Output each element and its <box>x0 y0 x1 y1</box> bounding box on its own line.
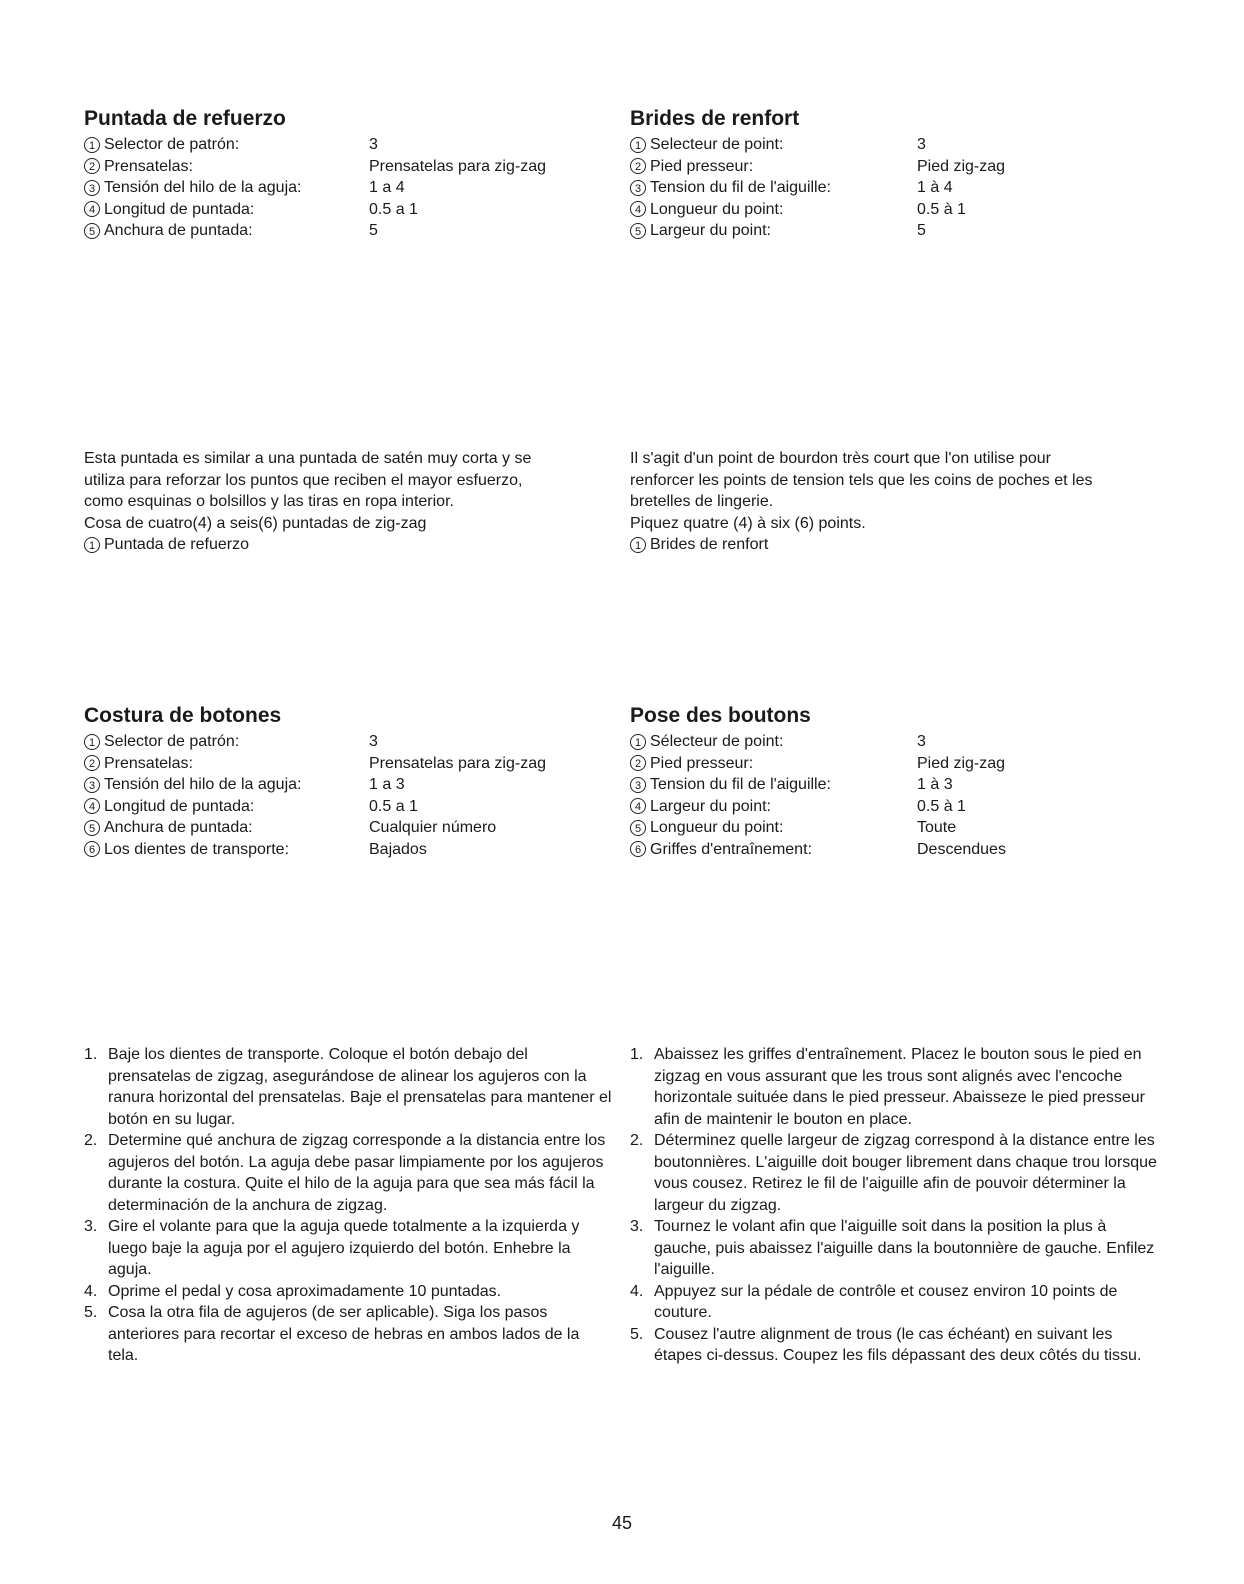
settings-row <box>630 199 1170 221</box>
settings-row <box>630 731 1170 753</box>
step-text: Cosa la otra fila de agujeros (de ser aplicable). Siga los pasos anteriores para recortar el exceso de hebras en ambos lados de la tela. <box>108 1304 580 1364</box>
step-text: Abaissez les griffes d'entraînement. Placez le bouton sous le pied en zigzag en vous assurant que les trous sont alignés avec l'encoche horizontale suituée dans le pied presseur. Abaisseze le pied presseur afin de maintenir le bouton en place. <box>654 1046 1145 1128</box>
circled-number: 2 <box>630 755 646 771</box>
setting-value: 0.5 à 1 <box>917 797 966 815</box>
circled-number: 1 <box>630 734 646 750</box>
setting-value: Toute <box>917 819 957 836</box>
circled-number: 4 <box>630 798 646 814</box>
setting-label: Pied presseur: <box>650 157 754 175</box>
instruction-step <box>630 1281 1160 1324</box>
circled-number: 4 <box>630 201 646 217</box>
setting-label: Prensatelas: <box>104 754 193 772</box>
circled-number: 5 <box>630 223 646 239</box>
circled-number: 1 <box>630 537 646 553</box>
instructions-list <box>630 1044 1160 1367</box>
paragraph-line: Esta puntada es similar a una puntada de satén muy corta y se <box>84 450 532 467</box>
circled-number: 6 <box>630 841 646 857</box>
settings-row <box>84 156 624 178</box>
paragraph-line: renforcer les points de tension tels que les coins de poches et les <box>630 471 1093 489</box>
instruction-step <box>630 1130 1160 1216</box>
settings-row <box>630 796 1170 818</box>
step-number: 2. <box>84 1132 98 1149</box>
settings-row <box>84 817 624 839</box>
setting-label: Selecteur de point: <box>650 136 784 153</box>
instruction-step <box>84 1281 612 1303</box>
section-pose-des-boutons <box>630 703 1170 860</box>
step-text: Determine qué anchura de zigzag corresponde a la distancia entre los agujeros del botón. La aguja debe pasar limpiamente por los agujeros durante la costura. Quite el hilo de la aguja para que sea más fácil la determinación de la anchura de zigzag. <box>108 1132 606 1214</box>
settings-row <box>630 839 1170 861</box>
setting-value: Bajados <box>369 840 427 858</box>
setting-label: Anchura de puntada: <box>104 222 253 239</box>
setting-value: 1 a 4 <box>369 179 405 196</box>
step-text: Oprime el pedal y cosa aproximadamente 10 puntadas. <box>108 1282 502 1300</box>
setting-value: 3 <box>917 136 926 153</box>
setting-value: 0.5 a 1 <box>369 200 418 218</box>
figure-reference-label: Puntada de refuerzo <box>104 536 249 553</box>
setting-label: Tensión del hilo de la aguja: <box>104 179 302 196</box>
setting-value: 3 <box>369 136 378 153</box>
section-brides-de-renfort <box>630 106 1170 242</box>
section-puntada-de-refuerzo <box>84 106 624 242</box>
settings-list <box>84 731 624 860</box>
circled-number: 3 <box>630 180 646 196</box>
setting-label: Griffes d'entraînement: <box>650 840 812 858</box>
setting-label: Los dientes de transporte: <box>104 840 290 858</box>
step-number: 3. <box>84 1218 98 1235</box>
setting-label: Anchura de puntada: <box>104 819 253 836</box>
settings-row <box>84 220 624 242</box>
setting-label: Tensión del hilo de la aguja: <box>104 776 302 793</box>
step-text: Tournez le volant afin que l'aiguille soit dans la position la plus à gauche, puis abaissez l'aiguille dans la boutonnière de gauche. Enfilez l'aiguille. <box>654 1218 1155 1278</box>
step-number: 4. <box>84 1282 98 1300</box>
circled-number: 4 <box>84 798 100 814</box>
paragraph-line: Il s'agit d'un point de bourdon très court que l'on utilise pour <box>630 450 1051 467</box>
settings-row <box>84 796 624 818</box>
paragraph-line: utiliza para reforzar los puntos que reciben el mayor esfuerzo, <box>84 471 523 489</box>
settings-row <box>630 177 1170 199</box>
circled-number: 6 <box>84 841 100 857</box>
circled-number: 2 <box>630 158 646 174</box>
section-title: Brides de renfort <box>630 107 800 130</box>
setting-value: 0.5 a 1 <box>369 797 418 815</box>
circled-number: 5 <box>84 820 100 836</box>
description-paragraph <box>84 448 624 556</box>
settings-row <box>84 134 624 156</box>
setting-label: Longueur du point: <box>650 200 784 218</box>
instruction-step <box>630 1216 1160 1281</box>
settings-list <box>84 134 624 242</box>
instruction-step <box>84 1216 612 1281</box>
page-number: 45 <box>611 1513 633 1533</box>
setting-value: 3 <box>917 733 926 750</box>
instruction-step <box>84 1302 612 1367</box>
circled-number: 3 <box>84 777 100 793</box>
settings-row <box>630 753 1170 775</box>
setting-value: 3 <box>369 733 378 750</box>
circled-number: 4 <box>84 201 100 217</box>
setting-value: 1 à 3 <box>917 776 953 793</box>
paragraph-line: bretelles de lingerie. <box>630 493 774 510</box>
instructions-list <box>84 1044 612 1367</box>
setting-value: Pied zig-zag <box>917 754 1006 772</box>
settings-row <box>630 220 1170 242</box>
description-paragraph <box>630 448 1170 556</box>
circled-number: 2 <box>84 755 100 771</box>
setting-label: Largeur du point: <box>650 797 771 815</box>
section-title: Puntada de refuerzo <box>84 107 286 130</box>
setting-value: 5 <box>369 222 378 239</box>
step-text: Gire el volante para que la aguja quede totalmente a la izquierda y luego baje la aguja por el agujero izquierdo del botón. Enhebre la aguja. <box>108 1218 580 1278</box>
circled-number: 1 <box>84 537 100 553</box>
settings-row <box>630 156 1170 178</box>
figure-reference <box>84 534 624 556</box>
setting-label: Longitud de puntada: <box>104 200 255 218</box>
section-costura-de-botones <box>84 703 624 860</box>
step-number: 2. <box>630 1132 644 1149</box>
step-text: Cousez l'autre alignment de trous (le cas échéant) en suivant les étapes ci-dessus. Coupez les fils dépassant des deux côtés du tissu. <box>654 1325 1142 1364</box>
setting-label: Pied presseur: <box>650 754 754 772</box>
setting-label: Longitud de puntada: <box>104 797 255 815</box>
instruction-step <box>84 1130 612 1216</box>
settings-row <box>84 199 624 221</box>
figure-reference <box>630 534 1170 556</box>
step-text: Déterminez quelle largeur de zigzag correspond à la distance entre les boutonnières. L'aiguille doit bouger librement dans chaque trou lorsque vous cousez. Retirez le fil de l'aiguille afin de pouvoir déterminer la largeur du zigzag. <box>654 1132 1157 1214</box>
setting-value: Cualquier número <box>369 819 497 836</box>
step-number: 4. <box>630 1282 644 1300</box>
setting-value: Pied zig-zag <box>917 157 1006 175</box>
setting-value: Descendues <box>917 840 1006 858</box>
instruction-step <box>630 1324 1160 1367</box>
settings-row <box>84 753 624 775</box>
paragraph-line: como esquinas o bolsillos y las tiras en ropa interior. <box>84 493 454 510</box>
step-text: Appuyez sur la pédale de contrôle et cousez environ 10 points de couture. <box>654 1282 1118 1321</box>
setting-label: Longueur du point: <box>650 819 784 836</box>
paragraph-line: Cosa de cuatro(4) a seis(6) puntadas de zig-zag <box>84 514 427 532</box>
figure-reference-label: Brides de renfort <box>650 536 769 553</box>
step-text: Baje los dientes de transporte. Coloque el botón debajo del prensatelas de zigzag, asegurándose de alinear los agujeros con la ranura horizontal del prensatelas. Baje el prensatelas para mantener el botón en su lugar. <box>108 1046 612 1128</box>
circled-number: 1 <box>630 137 646 153</box>
settings-row <box>630 134 1170 156</box>
setting-value: Prensatelas para zig-zag <box>369 754 546 772</box>
setting-label: Prensatelas: <box>104 157 193 175</box>
setting-label: Largeur du point: <box>650 222 771 239</box>
circled-number: 1 <box>84 734 100 750</box>
settings-row <box>84 839 624 861</box>
settings-list <box>630 134 1170 242</box>
settings-row <box>630 774 1170 796</box>
instruction-step <box>630 1044 1160 1130</box>
circled-number: 2 <box>84 158 100 174</box>
circled-number: 3 <box>630 777 646 793</box>
setting-label: Selector de patrón: <box>104 733 240 750</box>
section-title: Costura de botones <box>84 704 282 727</box>
setting-value: 5 <box>917 222 926 239</box>
setting-value: Prensatelas para zig-zag <box>369 157 546 175</box>
section-title: Pose des boutons <box>630 704 811 727</box>
setting-value: 1 à 4 <box>917 179 953 196</box>
step-number: 3. <box>630 1218 644 1235</box>
step-number: 5. <box>84 1304 98 1321</box>
setting-label: Tension du fil de l'aiguille: <box>650 179 831 196</box>
setting-value: 1 a 3 <box>369 776 405 793</box>
setting-label: Selector de patrón: <box>104 136 240 153</box>
settings-list <box>630 731 1170 860</box>
settings-row <box>84 731 624 753</box>
setting-label: Tension du fil de l'aiguille: <box>650 776 831 793</box>
circled-number: 1 <box>84 137 100 153</box>
settings-row <box>84 774 624 796</box>
setting-value: 0.5 à 1 <box>917 200 966 218</box>
step-number: 1. <box>84 1046 98 1063</box>
circled-number: 5 <box>84 223 100 239</box>
step-number: 1. <box>630 1046 644 1063</box>
instruction-step <box>84 1044 612 1130</box>
paragraph-line: Piquez quatre (4) à six (6) points. <box>630 514 866 532</box>
setting-label: Sélecteur de point: <box>650 733 784 750</box>
settings-row <box>630 817 1170 839</box>
step-number: 5. <box>630 1325 644 1343</box>
settings-row <box>84 177 624 199</box>
circled-number: 5 <box>630 820 646 836</box>
circled-number: 3 <box>84 180 100 196</box>
